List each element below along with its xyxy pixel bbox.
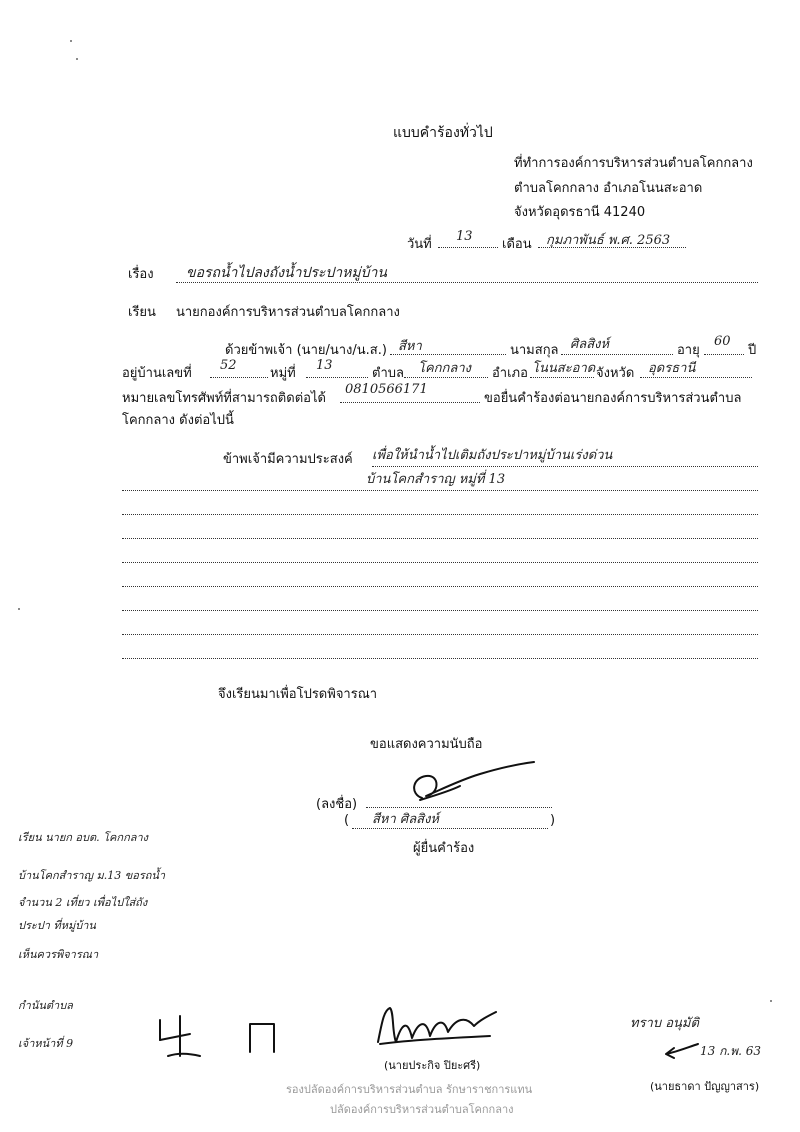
purpose-dots-8 xyxy=(122,634,758,635)
to-label: เรียน xyxy=(128,305,156,320)
signer-open-paren: ( xyxy=(344,813,350,828)
subject-value: ขอรถน้ำไปลงถังน้ำประปาหมู่บ้าน xyxy=(186,265,387,281)
applicant-intro: ด้วยข้าพเจ้า (นาย/นาง/น.ส.) xyxy=(225,343,387,358)
scan-speck xyxy=(18,608,20,610)
surname-value: ศิลสิงห์ xyxy=(570,337,610,352)
right-signature-arrow xyxy=(662,1040,702,1060)
scan-speck xyxy=(70,40,72,42)
scan-speck xyxy=(770,1000,772,1002)
date-day-label: วันที่ xyxy=(407,237,432,252)
bottom-faded-line-2: ปลัดองค์การบริหารส่วนตำบลโคกกลาง xyxy=(330,1103,514,1116)
applicant-signature xyxy=(400,760,540,810)
left-signer: กำนันตำบล xyxy=(18,999,73,1012)
date-month-year: กุมภาพันธ์ พ.ศ. 2563 xyxy=(546,233,671,248)
signer-role: ผู้ยื่นคำร้อง xyxy=(413,841,475,856)
regards-text: ขอแสดงความนับถือ xyxy=(370,737,483,752)
scan-speck xyxy=(76,58,78,60)
age-value: 60 xyxy=(714,334,731,349)
province-label: จังหวัด xyxy=(596,366,635,381)
age-label: อายุ xyxy=(677,343,700,358)
purpose-line-1: เพื่อให้นำน้ำไปเติมถังประปาหมู่บ้านเร่งด่วน xyxy=(372,448,613,463)
date-day: 13 xyxy=(456,229,473,244)
purpose-dots-7 xyxy=(122,610,758,611)
purpose-dots-1 xyxy=(372,466,758,467)
amphoe-label: อำเภอ xyxy=(492,366,528,381)
house-dots xyxy=(210,377,268,378)
province-value: อุดรธานี xyxy=(648,361,696,376)
moo-value: 13 xyxy=(316,358,333,373)
date-month-label: เดือน xyxy=(502,237,532,252)
date-day-dots xyxy=(438,247,498,248)
left-note-line-4: ประปา ที่หมู่บ้าน xyxy=(18,919,96,932)
age-dots xyxy=(704,354,744,355)
form-title: แบบคำร้องทั่วไป xyxy=(393,125,493,141)
purpose-label: ข้าพเจ้ามีความประสงค์ xyxy=(223,452,353,467)
sign-label: (ลงชื่อ) xyxy=(316,797,358,812)
office-line-1: ที่ทำการองค์การบริหารส่วนตำบลโคกกลาง xyxy=(514,156,753,171)
tambon-value: โคกกลาง xyxy=(418,361,472,376)
to-value: นายกองค์การบริหารส่วนตำบลโคกกลาง xyxy=(176,305,400,320)
bottom-faded-line-1: รองปลัดองค์การบริหารส่วนตำบล รักษาราชการแทน xyxy=(286,1083,533,1096)
tambon-label: ตำบล xyxy=(372,366,404,381)
moo-label: หมู่ที่ xyxy=(270,366,296,381)
left-signature-mark xyxy=(150,1012,280,1062)
moo-dots xyxy=(306,377,368,378)
first-name-value: สีหา xyxy=(398,339,422,354)
left-note-line-5: เห็นควรพิจารณา xyxy=(18,948,99,961)
signer-name: สีหา ศิลสิงห์ xyxy=(372,812,440,827)
right-name: (นายธาดา ปัญญาสาร) xyxy=(650,1080,760,1093)
purpose-dots-9 xyxy=(122,658,758,659)
phone-label: หมายเลขโทรศัพท์ที่สามารถติดต่อได้ xyxy=(122,391,326,406)
right-note: ทราบ อนุมัติ xyxy=(630,1016,699,1031)
purpose-dots-3 xyxy=(122,514,758,515)
surname-label: นามสกุล xyxy=(510,343,559,358)
purpose-dots-4 xyxy=(122,538,758,539)
house-value: 52 xyxy=(220,358,237,373)
surname-dots xyxy=(561,354,673,355)
office-line-2: ตำบลโคกกลาง อำเภอโนนสะอาด xyxy=(514,181,703,196)
right-date: 13 ก.พ. 63 xyxy=(700,1044,761,1058)
purpose-line-2: บ้านโคกสำราญ หมู่ที่ 13 xyxy=(366,472,506,487)
left-note-line-3: จำนวน 2 เที่ยว เพื่อไปใส่ถัง xyxy=(18,896,148,909)
request-tail: ขอยื่นคำร้องต่อนายกองค์การบริหารส่วนตำบล xyxy=(484,391,742,406)
age-unit: ปี xyxy=(748,343,757,358)
closing-text: จึงเรียนมาเพื่อโปรดพิจารณา xyxy=(218,687,378,702)
left-role: เจ้าหน้าที่ 9 xyxy=(18,1037,74,1050)
request-tail-2: โคกกลาง ดังต่อไปนี้ xyxy=(122,413,234,428)
center-name: (นายประกิจ ปิยะศรี) xyxy=(384,1059,481,1072)
purpose-dots-6 xyxy=(122,586,758,587)
signer-close-paren: ) xyxy=(550,813,556,828)
office-line-3: จังหวัดอุดรธานี 41240 xyxy=(514,205,646,220)
left-note-line-1: เรียน นายก อบต. โคกกลาง xyxy=(18,831,149,844)
left-note-line-2: บ้านโคกสำราญ ม.13 ขอรถน้ำ xyxy=(18,869,166,882)
purpose-dots-5 xyxy=(122,562,758,563)
phone-dots xyxy=(340,402,480,403)
house-label: อยู่บ้านเลขที่ xyxy=(122,366,192,381)
purpose-dots-2 xyxy=(122,490,758,491)
amphoe-value: โนนสะอาด xyxy=(532,361,596,376)
phone-value: 0810566171 xyxy=(345,382,428,397)
subject-label: เรื่อง xyxy=(128,267,154,282)
center-signature xyxy=(370,1002,500,1052)
